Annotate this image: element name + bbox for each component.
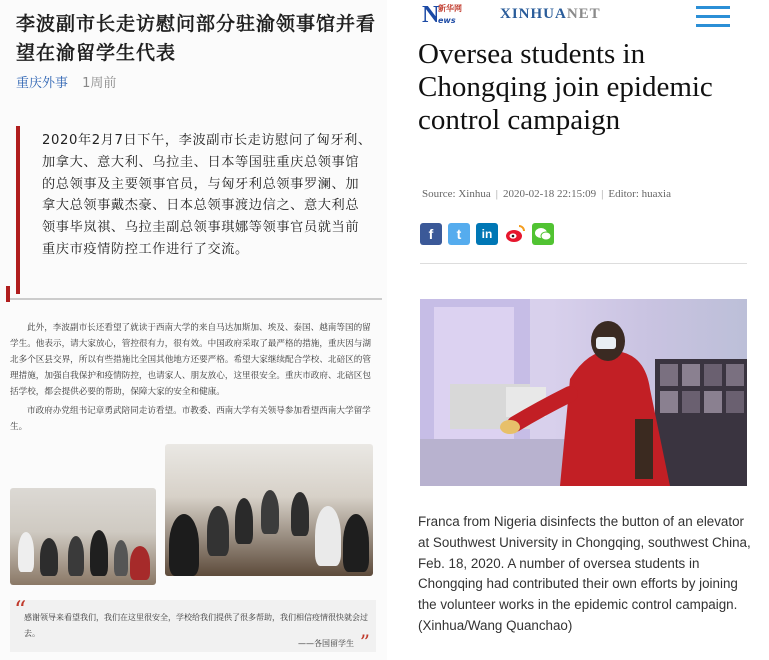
brand-suffix: NET xyxy=(566,6,601,22)
logo-letter: N xyxy=(422,2,440,28)
weibo-icon[interactable] xyxy=(504,223,526,245)
site-brand[interactable] xyxy=(500,6,601,23)
hamburger-menu-button[interactable] xyxy=(696,6,730,28)
article-editor: Editor: huaxia xyxy=(608,188,671,200)
xinhua-logo[interactable] xyxy=(422,2,474,28)
source-link[interactable]: 重庆外事 xyxy=(16,76,69,91)
article-source: Source: Xinhua xyxy=(422,188,491,200)
publish-time: 1周前 xyxy=(82,76,117,91)
photo-caption: Franca from Nigeria disinfects the button of an elevator at Southwest University in Chongqing, southwest China, Feb. 18, 2020. A number of oversea students in Chongqing had contributed their own efforts by joining the volunteer works in the epidemic control campaign. (Xinhua/Wang Quanchao) xyxy=(418,514,751,633)
meeting-photo-1 xyxy=(10,488,156,585)
linkedin-icon[interactable]: in xyxy=(476,223,498,245)
twitter-icon[interactable]: t xyxy=(448,223,470,245)
meta-separator: | xyxy=(495,188,498,200)
student-quote-signature: ——各国留学生 xyxy=(298,639,354,648)
brand-main: XINHUA xyxy=(500,6,567,22)
meta-separator: | xyxy=(601,188,604,200)
open-quote-mark: “ xyxy=(14,596,27,624)
body-paragraph-1: 此外，李波副市长还看望了就读于西南大学的来自马达加斯加、埃及、泰国、越南等国的留学生。他表示，请大家放心，管控很有力，很有效。中国政府采取了最严格的措施，重庆因与湖北多个区县交界，所以有些措施比全国其他地方还要严格。希望大家继续配合学校、北碚区的管理措施，加强自我保护和疫情防控，也请家人、朋友放心，这里很安全。重庆市政府、北碚区包括学校，都会提供必要的帮助，保障大家的安全和健康。 xyxy=(10,323,371,397)
meeting-photo-2 xyxy=(165,444,373,576)
student-quote-box xyxy=(10,596,376,654)
facebook-icon[interactable]: f xyxy=(420,223,442,245)
news-photo xyxy=(420,299,747,486)
left-article-title: 李波副市长走访慰问部分驻渝领事馆并看望在渝留学生代表 xyxy=(16,13,377,64)
article-time: 2020-02-18 22:15:09 xyxy=(502,188,597,200)
body-paragraph-2: 市政府办党组书记章勇武陪同走访看望。市教委、西南大学有关领导参加看望西南大学留学生。 xyxy=(10,406,371,432)
left-article-meta xyxy=(16,72,116,91)
lead-paragraph: 2020年2月7日下午，李波副市长走访慰问了匈牙利、加拿大、意大利、乌拉圭、日本等国驻重庆总领事馆的总领事及主要领事官员，与匈牙利总领事罗澜、加拿大总领事戴杰豪、日本总领事渡边信之、意大利总领事毕岚祺、乌拉圭副总领事琪娜等领事官员就当前重庆市疫情防控工作进行了交流。 xyxy=(42,133,372,257)
section-divider xyxy=(6,298,382,300)
article-meta xyxy=(422,188,671,200)
close-quote-mark: ” xyxy=(359,630,370,654)
article-title: Oversea students in Chongqing join epidemic control campaign xyxy=(418,38,713,136)
header-rule xyxy=(420,263,747,264)
logo-cn-text: 新华网 xyxy=(438,4,462,13)
student-quote-text: 感谢领导来看望我们，我们在这里很安全，学校给我们提供了很多帮助，我们相信疫情很快就会过去。 xyxy=(24,613,368,638)
right-article-panel xyxy=(390,0,769,660)
lead-quote-block xyxy=(16,126,376,294)
logo-news-text: ews xyxy=(438,16,456,25)
wechat-icon[interactable] xyxy=(532,223,554,245)
